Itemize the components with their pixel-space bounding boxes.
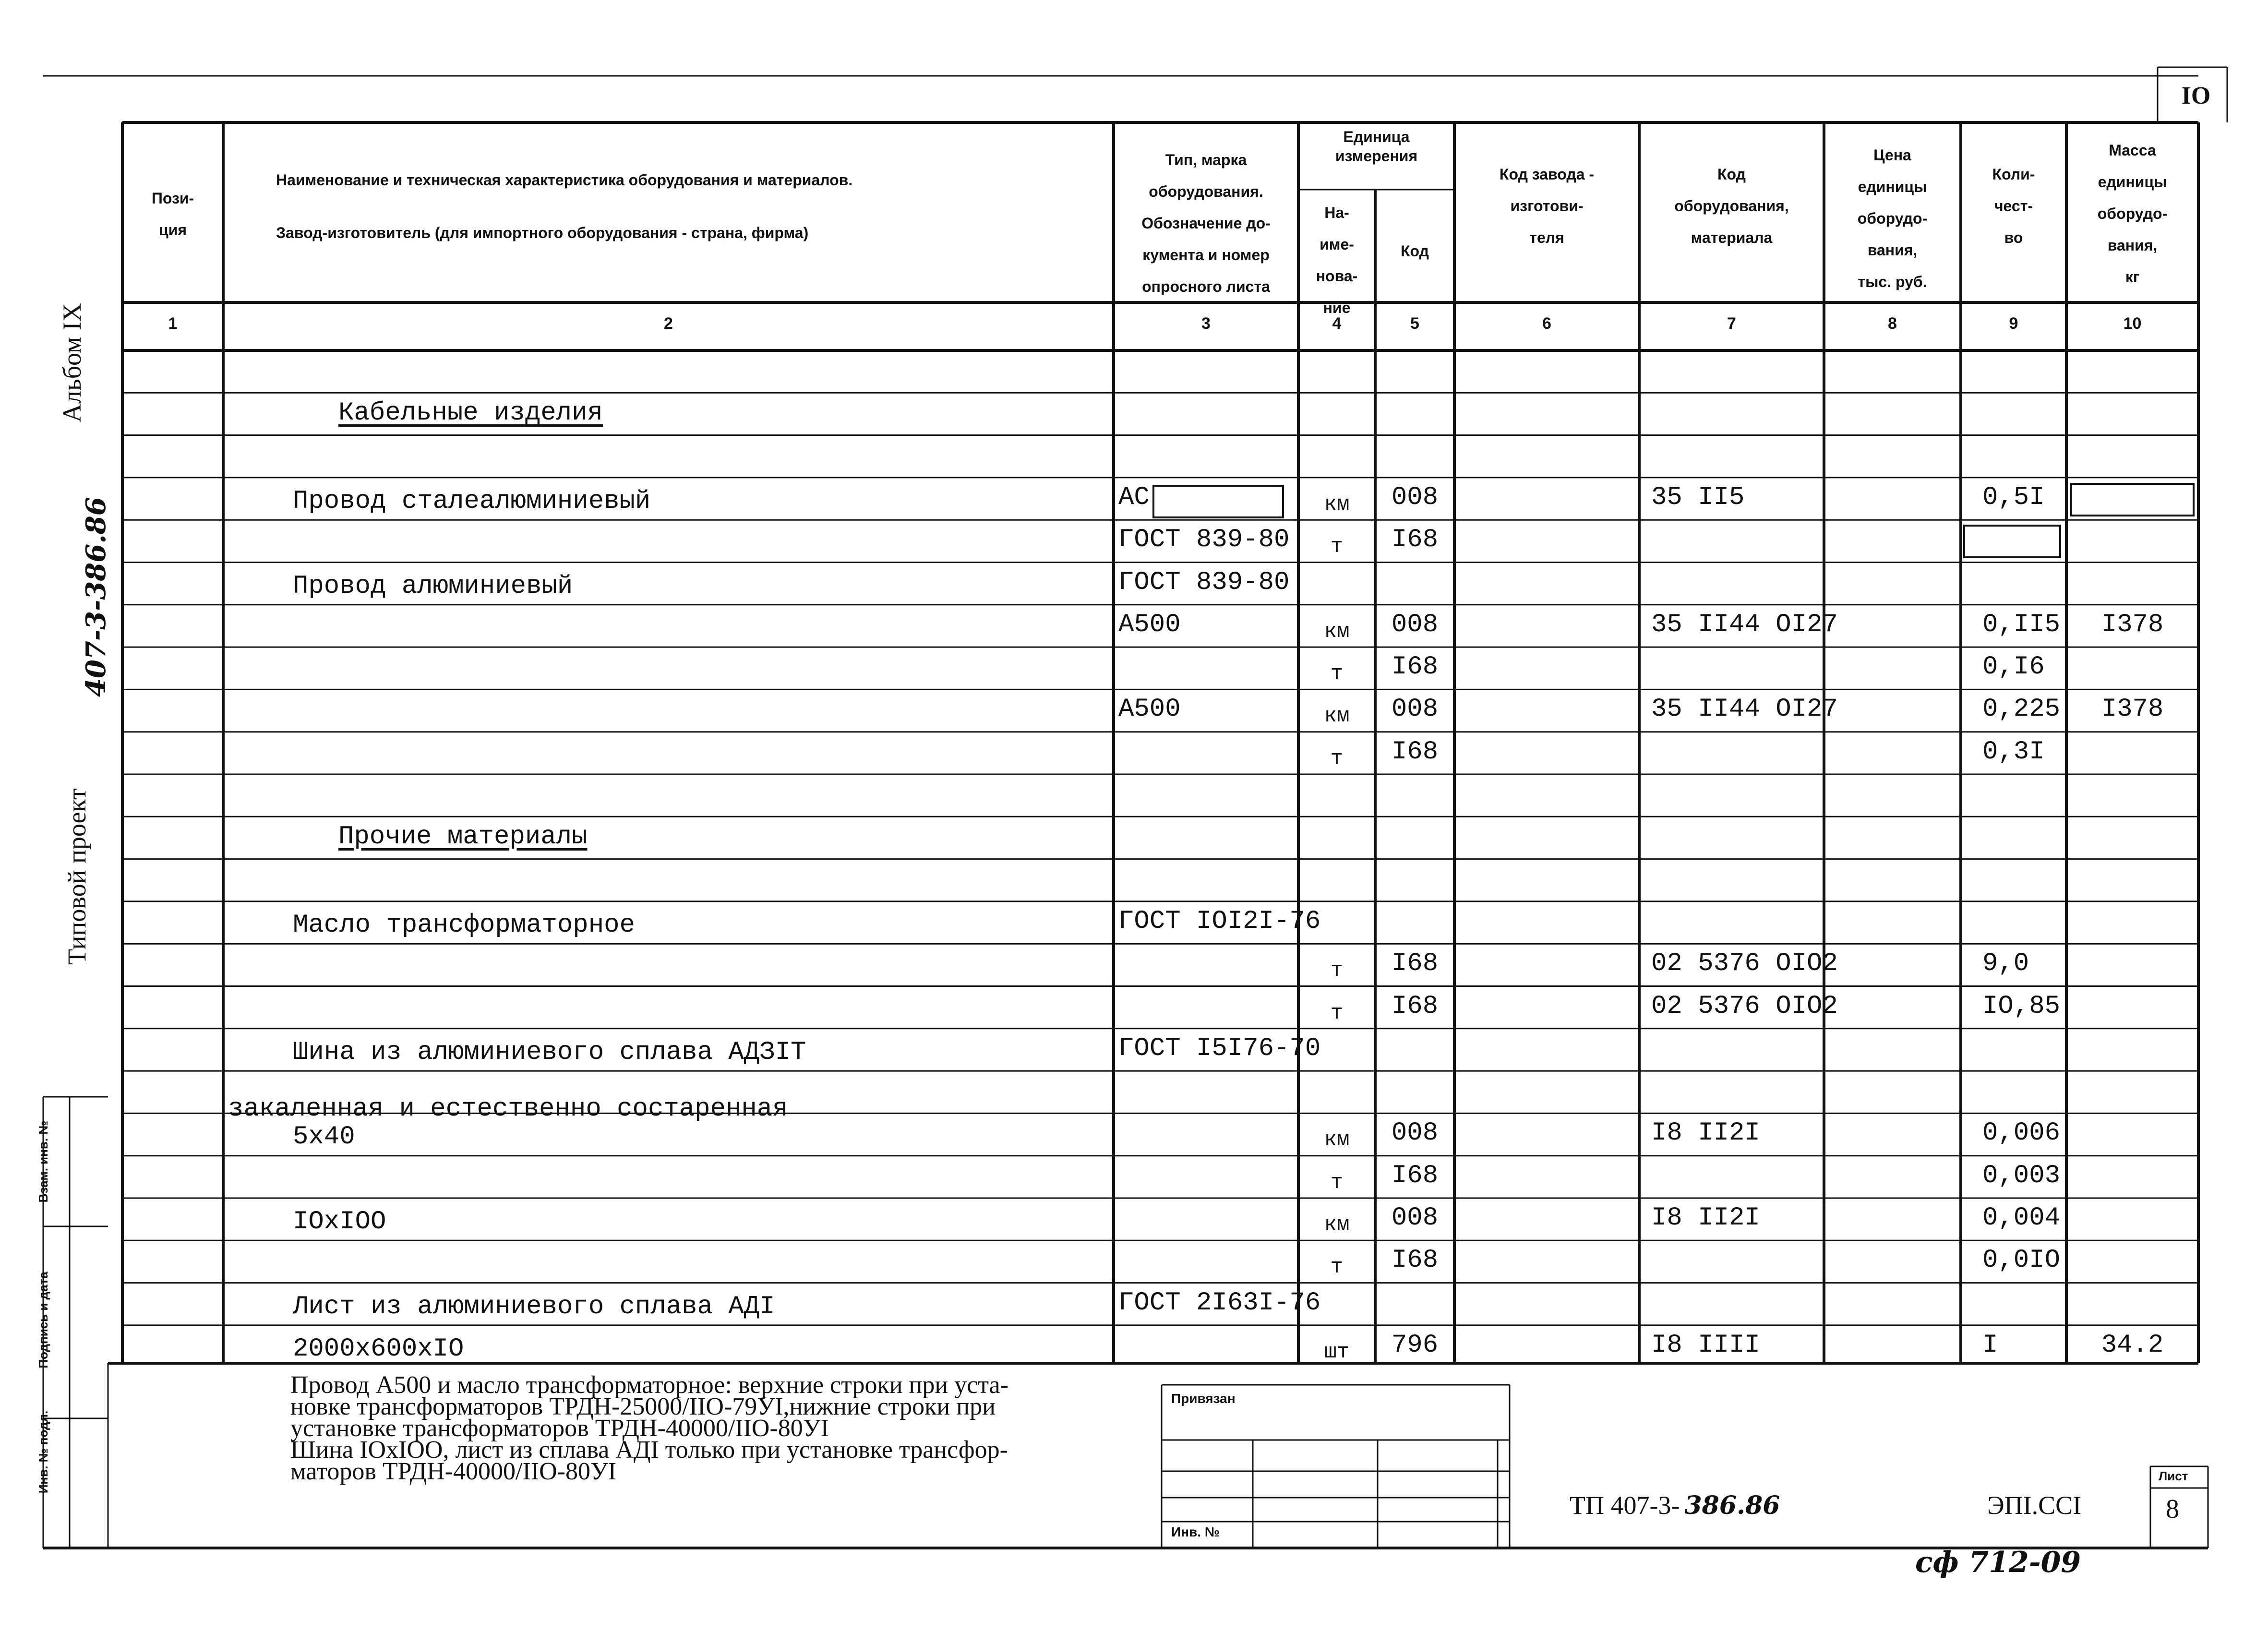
- unit-name: км: [1324, 492, 1350, 516]
- footer-note-line: Провод А500 и масло трансформаторное: верхние строки при уста-: [290, 1371, 1009, 1399]
- column-number-8: 8: [1888, 314, 1897, 333]
- column-header-4: [1298, 197, 1375, 324]
- column-header-line: опросного листа: [1142, 278, 1270, 295]
- unit-name: т: [1330, 1170, 1344, 1195]
- column-header-10: [2066, 134, 2198, 293]
- corner-handwritten-code: сф 712-09: [1915, 1546, 2081, 1579]
- column-header-line: кумента и номер: [1142, 246, 1270, 264]
- unit-group-header-line: измерения: [1335, 147, 1418, 165]
- material-code: I8 II2I: [1651, 1118, 1760, 1148]
- quantity: 0,5I: [1982, 482, 2045, 512]
- unit-code: 008: [1391, 695, 1439, 724]
- column-header-line: вания,: [2107, 237, 2158, 254]
- column-header-line: оборудо-: [1857, 210, 1928, 227]
- item-type: ГОСТ 839-80: [1118, 525, 1290, 555]
- section-title: Кабельные изделия: [338, 398, 603, 428]
- margin-project-number: 407-3-386.86: [80, 497, 112, 697]
- column-header-line: Обозначение до-: [1141, 215, 1271, 232]
- column-header-line: теля: [1529, 229, 1564, 246]
- column-header-5: [1375, 235, 1454, 267]
- column-header-line: Тип, марка: [1165, 151, 1247, 168]
- column-header-line: оборудо-: [2097, 205, 2168, 222]
- quantity: 0,3I: [1982, 737, 2045, 767]
- column-header-line: изготови-: [1510, 197, 1584, 215]
- column-number-3: 3: [1201, 314, 1211, 333]
- quantity: 0,225: [1982, 695, 2061, 724]
- column-header-line: вания,: [1867, 241, 1918, 259]
- item-name: 2000х600хIO: [293, 1334, 464, 1364]
- unit-name: т: [1330, 662, 1344, 686]
- unit-mass: I378: [2101, 695, 2164, 724]
- unit-code: I68: [1391, 652, 1439, 682]
- unit-code: I68: [1391, 991, 1439, 1021]
- item-type: А500: [1118, 610, 1181, 639]
- unit-name: шт: [1324, 1340, 1350, 1364]
- stamp-project-code-hand: 386.86: [1684, 1491, 1780, 1520]
- column-header-line: На-: [1324, 204, 1349, 221]
- quantity: 9,0: [1982, 949, 2029, 979]
- column-header-2: [276, 154, 1166, 259]
- unit-name: км: [1324, 1128, 1350, 1152]
- item-name: Масло трансформаторное: [293, 910, 635, 940]
- stamp-sheet-code: ЭПI.ССI: [1987, 1491, 2082, 1520]
- stamp-list-label: Лист: [2159, 1469, 2188, 1483]
- unit-code: 008: [1391, 1203, 1439, 1233]
- item-name: Провод алюминиевый: [293, 571, 573, 601]
- unit-name: т: [1330, 746, 1344, 771]
- column-number-5: 5: [1410, 314, 1419, 333]
- unit-name: т: [1330, 959, 1344, 983]
- material-code: 35 II44 OI27: [1651, 695, 1838, 724]
- footer-note-line: установке трансформаторов ТРДН-40000/IIO-80УI: [290, 1415, 829, 1442]
- material-code: I8 IIII: [1651, 1330, 1760, 1360]
- column-header-line: материала: [1691, 229, 1773, 246]
- material-code: 35 II5: [1651, 482, 1745, 512]
- unit-code: I68: [1391, 737, 1439, 767]
- quantity: 0,I6: [1982, 652, 2045, 682]
- column-header-line: кг: [2125, 268, 2140, 286]
- unit-group-header: [1298, 127, 1454, 166]
- item-name: 5х40: [293, 1122, 355, 1152]
- unit-name: т: [1330, 535, 1344, 559]
- item-name: закаленная и естественно состаренная: [228, 1094, 788, 1124]
- unit-code: 008: [1391, 482, 1439, 512]
- unit-mass: I378: [2101, 610, 2164, 639]
- page-number: IO: [2181, 82, 2211, 109]
- column-header-line: единицы: [1858, 178, 1927, 195]
- column-header-1: [122, 182, 223, 246]
- column-header-line: Код: [1401, 242, 1429, 260]
- unit-name: км: [1324, 1213, 1350, 1237]
- column-header-line: Код завода -: [1499, 166, 1595, 183]
- material-code: 35 II44 OI27: [1651, 610, 1838, 639]
- column-header-line: Коли-: [1992, 166, 2035, 183]
- column-header-line: чест-: [1994, 197, 2033, 215]
- column-header-line: оборудования.: [1149, 183, 1263, 200]
- column-header-8: [1824, 139, 1961, 298]
- album-label: Альбом IX: [58, 303, 86, 422]
- unit-code: I68: [1391, 949, 1439, 979]
- unit-code: I68: [1391, 1246, 1439, 1275]
- column-number-7: 7: [1727, 314, 1736, 333]
- column-header-line: нова-: [1316, 267, 1358, 285]
- quantity: 0,004: [1982, 1203, 2061, 1233]
- item-type: А500: [1118, 695, 1181, 724]
- unit-name: км: [1324, 704, 1350, 729]
- material-code: I8 II2I: [1651, 1203, 1760, 1233]
- column-header-line: Наименование и техническая характеристика оборудования и материалов.: [276, 171, 853, 189]
- column-number-1: 1: [168, 314, 178, 333]
- column-number-9: 9: [2009, 314, 2018, 333]
- side-cell-vzam: Взам. инв. №: [36, 1120, 50, 1203]
- unit-mass: 34.2: [2101, 1330, 2164, 1360]
- column-number-10: 10: [2123, 314, 2142, 333]
- stamp-project-code-printed: ТП 407-3-: [1570, 1491, 1680, 1520]
- column-header-line: единицы: [2098, 173, 2167, 191]
- unit-group-header-line: Единица: [1343, 128, 1410, 145]
- column-header-7: [1639, 158, 1824, 253]
- unit-code: I68: [1391, 525, 1439, 555]
- unit-code: I68: [1391, 1161, 1439, 1190]
- column-header-line: Цена: [1873, 146, 1911, 164]
- quantity: 0,003: [1982, 1161, 2061, 1190]
- column-header-3: [1114, 144, 1298, 302]
- column-header-line: ция: [158, 221, 187, 239]
- footer-note-line: новке трансформаторов ТРДН-25000/IIO-79УI,нижние строки при: [290, 1393, 996, 1420]
- column-header-9: [1961, 158, 2066, 253]
- quantity: I: [1982, 1330, 1998, 1360]
- material-code: 02 5376 OIO2: [1651, 949, 1838, 979]
- unit-name: км: [1324, 619, 1350, 644]
- unit-name: т: [1330, 1001, 1344, 1025]
- side-cell-inv: Инв. № подл.: [36, 1410, 50, 1494]
- quantity: 0,0IO: [1982, 1246, 2061, 1275]
- quantity: 0,006: [1982, 1118, 2061, 1148]
- material-code: 02 5376 OIO2: [1651, 991, 1838, 1021]
- item-type: АС: [1118, 482, 1150, 512]
- footer-note-line: маторов ТРДН-40000/IIO-80УI: [290, 1458, 617, 1485]
- footer-note-line: Шина IOxIOO, лист из сплава АДI только при установке трансфор-: [290, 1436, 1008, 1464]
- unit-code: 008: [1391, 610, 1439, 639]
- column-number-2: 2: [664, 314, 673, 333]
- column-number-4: 4: [1332, 314, 1342, 333]
- stamp-list-number: 8: [2166, 1494, 2179, 1524]
- item-name: Лист из алюминиевого сплава АДI: [293, 1292, 775, 1321]
- item-type: ГОСТ 2I63I-76: [1118, 1288, 1321, 1318]
- column-header-line: Пози-: [151, 190, 194, 207]
- column-header-line: ние: [1323, 299, 1351, 316]
- stamp-project-code: [1570, 1490, 1780, 1520]
- margin-project-label: Типовой проект: [62, 788, 91, 965]
- item-name: IOxIOO: [293, 1207, 386, 1236]
- unit-code: 796: [1391, 1330, 1439, 1360]
- side-cell-sign: Подпись и дата: [36, 1272, 50, 1368]
- stamp-inv-no: Инв. №: [1171, 1524, 1220, 1539]
- item-type: ГОСТ IOI2I-76: [1118, 906, 1321, 936]
- quantity: IO,85: [1982, 991, 2061, 1021]
- item-type: ГОСТ I5I76-70: [1118, 1033, 1321, 1063]
- unit-name: т: [1330, 1255, 1344, 1280]
- unit-code: 008: [1391, 1118, 1439, 1148]
- column-header-line: оборудования,: [1674, 197, 1789, 215]
- section-title: Прочие материалы: [338, 822, 588, 852]
- column-header-line: име-: [1320, 236, 1354, 253]
- item-name: Шина из алюминиевого сплава АДЗIТ: [293, 1037, 806, 1067]
- item-name: Провод сталеалюминиевый: [293, 486, 651, 516]
- column-header-6: [1454, 158, 1639, 253]
- column-header-line: во: [2004, 229, 2023, 246]
- item-type: ГОСТ 839-80: [1118, 567, 1290, 597]
- column-header-line: Масса: [2109, 142, 2156, 159]
- column-header-line: тыс. руб.: [1858, 273, 1927, 290]
- stamp-privyazan: Привязан: [1171, 1391, 1236, 1406]
- column-header-line: Код: [1717, 166, 1746, 183]
- column-number-6: 6: [1542, 314, 1551, 333]
- column-header-line: Завод-изготовитель (для импортного оборудования - страна, фирма): [276, 224, 809, 241]
- quantity: 0,II5: [1982, 610, 2061, 639]
